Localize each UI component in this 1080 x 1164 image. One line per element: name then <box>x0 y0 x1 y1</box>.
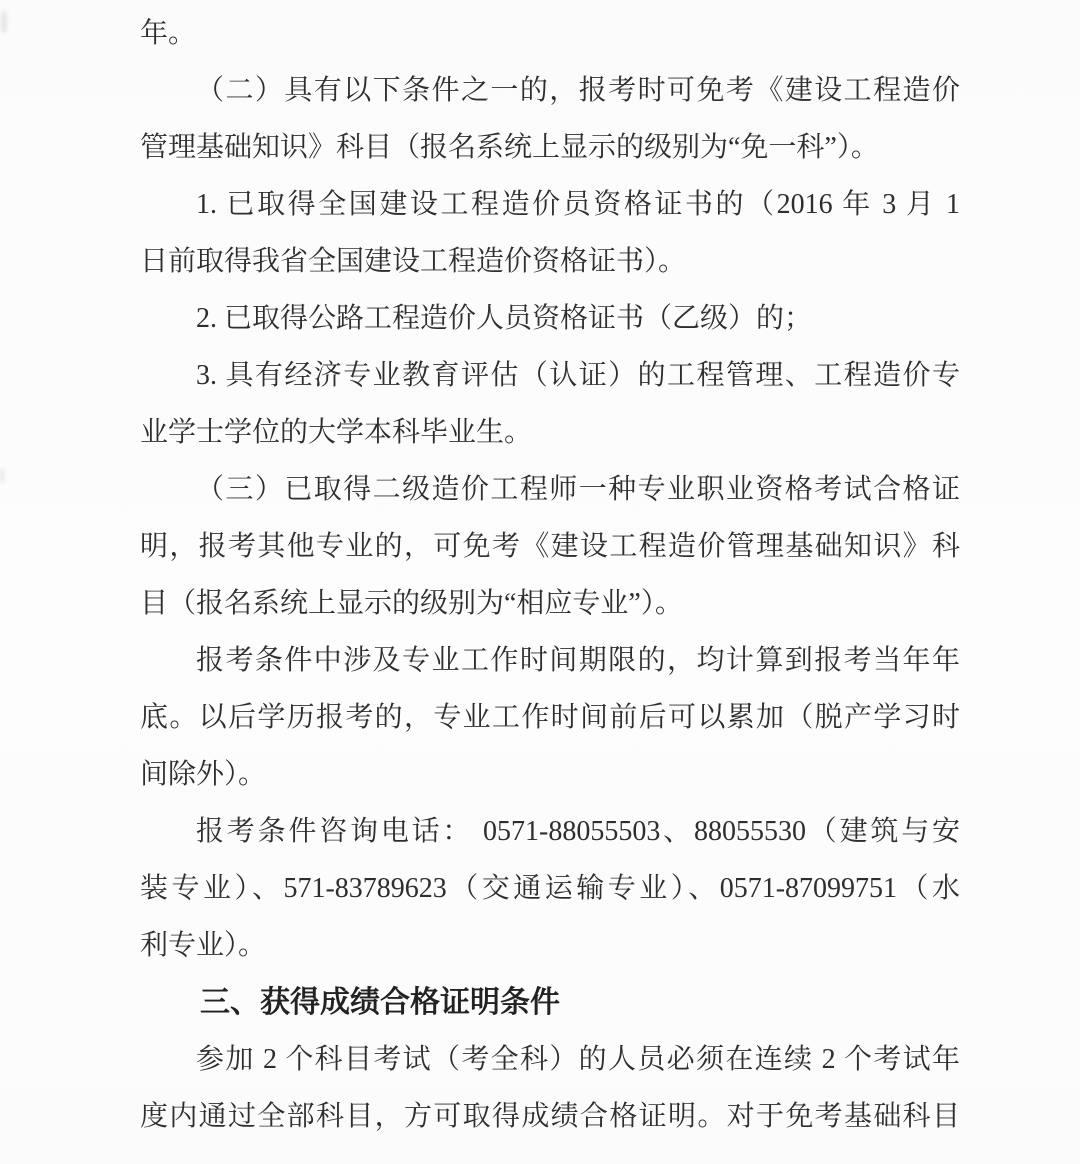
text-line: （三）已取得二级造价工程师一种专业职业资格考试合格证 <box>196 474 960 505</box>
scan-artifact <box>0 468 4 484</box>
text-line: （二）具有以下条件之一的，报考时可免考《建设工程造价 <box>196 75 960 106</box>
scan-artifact <box>1 10 7 34</box>
text-line: 装专业）、571-83789623（交通运输专业）、0571-87099751（水 <box>140 873 960 904</box>
text-line: 报考条件咨询电话： 0571-88055503、88055530（建筑与安 <box>196 816 960 847</box>
text-line: 1. 已取得全国建设工程造价员资格证书的（2016 年 3 月 1 <box>196 189 960 220</box>
text-line: 参加 2 个科目考试（考全科）的人员必须在连续 2 个考试年 <box>196 1044 960 1075</box>
text-line: 管理基础知识》科目（报名系统上显示的级别为“免一科”）。 <box>140 132 879 163</box>
text-line: 明，报考其他专业的，可免考《建设工程造价管理基础知识》科 <box>140 531 960 562</box>
text-line: 间除外）。 <box>140 759 267 790</box>
document-body <box>140 5 960 1145</box>
text-line: 度内通过全部科目，方可取得成绩合格证明。对于免考基础科目 <box>140 1101 960 1132</box>
section-heading: 三、获得成绩合格证明条件 <box>200 986 560 1019</box>
text-line: 报考条件中涉及专业工作时间期限的，均计算到报考当年年 <box>196 645 960 676</box>
text-line: 目（报名系统上显示的级别为“相应专业”）。 <box>140 588 683 619</box>
text-line: 年。 <box>140 18 197 49</box>
text-line: 2. 已取得公路工程造价人员资格证书（乙级）的； <box>196 303 813 334</box>
text-line: 3. 具有经济专业教育评估（认证）的工程管理、工程造价专 <box>196 360 960 391</box>
text-line: 业学士学位的大学本科毕业生。 <box>140 417 533 448</box>
text-line: 底。以后学历报考的，专业工作时间前后可以累加（脱产学习时 <box>140 702 960 733</box>
text-line: 利专业）。 <box>140 930 267 961</box>
text-line: 日前取得我省全国建设工程造价资格证书）。 <box>140 246 687 277</box>
